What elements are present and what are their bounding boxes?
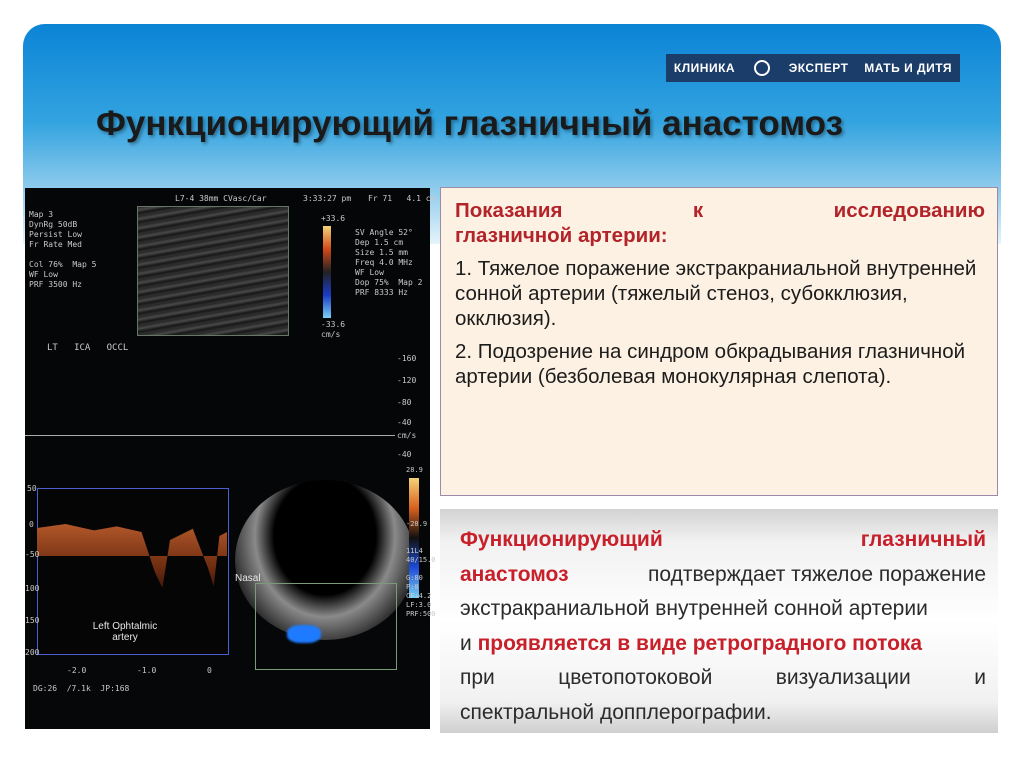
us-scale-80: -80	[397, 398, 412, 407]
conclusion-line-3: экстракраниальной внутренней сонной артерии	[460, 597, 928, 620]
waveform-caption: Left Ophtalmic artery	[92, 621, 158, 643]
color-flow-box	[255, 583, 397, 670]
us-scale-unit: cm/s	[397, 431, 417, 440]
conclusion-line-4	[460, 627, 986, 662]
indication-item-1: 1. Тяжелое поражение экстракраниальной внутренней сонной артерии (тяжелый стеноз, субокклюзия, окклюзия).	[455, 257, 977, 330]
wave-y-50: 50	[27, 484, 37, 493]
conclusion-line-5	[460, 661, 986, 696]
logo-left-text: КЛИНИКА	[673, 61, 736, 75]
conclusion-text-5a: при	[460, 666, 495, 689]
conclusion-line-1	[460, 523, 986, 558]
conclusion-term-2: глазничный	[860, 528, 986, 551]
conclusion-text-4a: и	[460, 631, 472, 655]
nasal-label: Nasal	[235, 573, 261, 584]
wave-x-0: 0	[207, 666, 212, 675]
wave-x-m1: -1.0	[137, 666, 157, 675]
indications-heading-line2: глазничной артерии:	[455, 224, 668, 247]
us-scale-top: +33.6	[321, 214, 346, 223]
conclusion-term-1: Функционирующий	[460, 528, 663, 551]
conclusion-line-6: спектральной допплерографии.	[460, 700, 772, 724]
wave-y-0: 0	[29, 520, 34, 529]
indications-heading-line1: Показания к исследованию	[455, 199, 985, 222]
conclusion-text-5c: визуализации	[775, 666, 911, 689]
us-scale-120: -120	[397, 376, 417, 385]
eye-settings: 28.9 -28.9 11L4 40/15.0 G:80 P:0 CF:4.2 LF:3.0 PRF:500	[406, 466, 436, 618]
conclusion-line-2	[460, 558, 986, 593]
us-vessel-label: LT ICA OCCL	[47, 343, 129, 353]
logo-right-text: МАТЬ И ДИТЯ	[864, 61, 953, 75]
us-scale-40: -40	[397, 418, 412, 427]
conclusion-text-5b: цветопотоковой	[558, 666, 713, 689]
conclusion-term-3: анастомоз	[460, 562, 569, 586]
ultrasound-image	[25, 188, 436, 729]
us-frame-rate: Fr 71 4.1 cm	[368, 194, 436, 203]
spectrum-baseline	[25, 435, 395, 436]
wave-y-150: 150	[25, 616, 40, 625]
logo-circle-icon	[754, 60, 770, 76]
ophthalmic-artery-color-flow	[287, 625, 321, 643]
us-scale-bottom: -33.6 cm/s	[321, 320, 346, 339]
conclusion-text-2: подтверждает тяжелое поражение	[648, 562, 986, 586]
indications-box	[440, 187, 998, 496]
us-scale-160: -160	[397, 354, 417, 363]
logo-middle-text: ЭКСПЕРТ	[788, 61, 849, 75]
wave-y-200: 200	[25, 648, 40, 657]
indication-item-2: 2. Подозрение на синдром обкрадывания глазничной артерии (безболевая монокулярная слепота).	[455, 340, 966, 388]
conclusion-box	[440, 509, 998, 733]
wave-y-m50: -50	[25, 550, 40, 559]
clinic-logo	[666, 54, 960, 82]
waveform-footer: DG:26 /7.1k JP:168	[33, 684, 130, 693]
us-settings-left: Map 3 DynRg 50dB Persist Low Fr Rate Med Col 76% Map 5 WF Low PRF 3500 Hz	[29, 210, 97, 289]
bmode-window	[137, 206, 289, 336]
us-time: 3:33:27 pm	[303, 194, 352, 203]
us-probe-label: L7-4 38mm CVasc/Car	[175, 194, 267, 203]
wave-x-m2: -2.0	[67, 666, 87, 675]
conclusion-highlight: проявляется в виде ретроградного потока	[477, 631, 923, 655]
conclusion-text-5d: и	[974, 666, 986, 689]
color-scale-bar	[323, 226, 331, 318]
us-scale-minus40: -40	[397, 450, 412, 459]
slide-title: Функционирующий глазничный анастомоз	[96, 104, 843, 143]
wave-y-100: 100	[25, 584, 40, 593]
us-settings-right: SV Angle 52° Dep 1.5 cm Size 1.5 mm Freq 4.0 MHz WF Low Dop 75% Map 2 PRF 8333 Hz	[355, 228, 423, 297]
